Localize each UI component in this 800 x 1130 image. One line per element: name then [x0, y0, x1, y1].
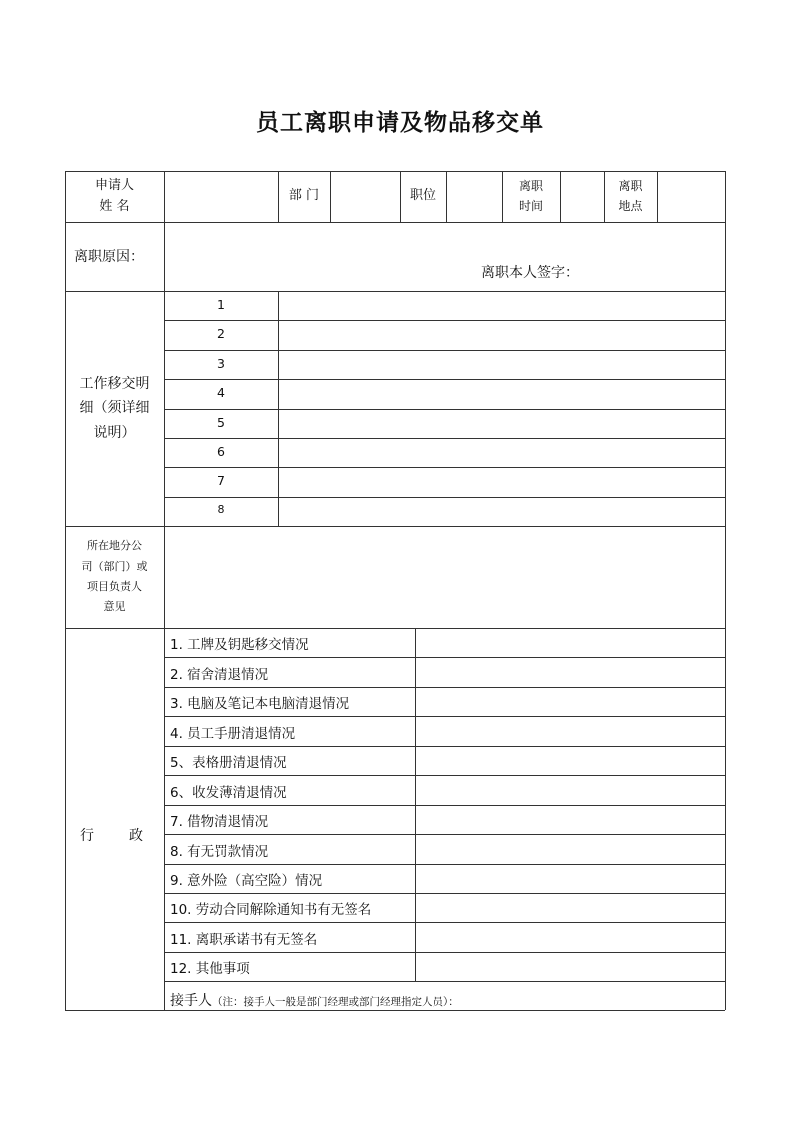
handover-row-number: 6 — [217, 444, 225, 459]
reason-field[interactable] — [164, 222, 725, 291]
position-field[interactable] — [446, 171, 502, 222]
receiver-label: 接手人 — [170, 993, 212, 1009]
leave-place-line1: 离职 — [618, 179, 643, 194]
handover-row-line — [164, 320, 725, 321]
applicant-label-line1: 申请人 — [94, 177, 134, 193]
admin-row-line — [164, 981, 725, 982]
handover-row-number: 1 — [217, 297, 225, 312]
handover-row-line — [164, 409, 725, 410]
admin-row-line — [164, 922, 725, 923]
admin-row-line — [164, 864, 725, 865]
reason-label: 离职原因： — [74, 249, 144, 265]
admin-item: 1. 工牌及钥匙移交情况 — [170, 637, 309, 653]
admin-item: 10. 劳动合同解除通知书有无签名 — [170, 902, 372, 918]
opinion-label — [65, 526, 164, 628]
handover-row-line — [164, 379, 725, 380]
admin-item: 6、收发薄清退情况 — [170, 785, 287, 801]
handover-row-number: 8 — [217, 503, 225, 516]
department-label: 部 门 — [288, 188, 320, 204]
handover-row-line — [164, 350, 725, 351]
admin-row-line — [164, 805, 725, 806]
leave-time-line1: 离职 — [518, 179, 543, 194]
handover-row-line — [164, 467, 725, 468]
opinion-field[interactable] — [164, 526, 725, 628]
admin-item: 2. 宿舍清退情况 — [170, 667, 269, 683]
applicant-name-field[interactable] — [164, 171, 278, 222]
handover-row-line — [164, 497, 725, 498]
leave-place-line2: 地点 — [618, 198, 643, 213]
handover-row-number: 7 — [217, 473, 225, 488]
admin-row-line — [164, 716, 725, 717]
handover-row-number: 3 — [217, 356, 225, 371]
admin-item: 11. 离职承诺书有无签名 — [170, 932, 318, 948]
admin-item: 8. 有无罚款情况 — [170, 844, 269, 860]
handover-label-line3: 说明） — [93, 424, 136, 441]
admin-item: 9. 意外险（高空险）情况 — [170, 873, 323, 889]
applicant-label-line2: 姓 名 — [99, 198, 130, 214]
admin-row-line — [164, 952, 725, 953]
handover-row-line — [164, 438, 725, 439]
table-border-bottom — [65, 1010, 725, 1011]
receiver-note: （注：接手人一般是部门经理或部门经理指定人员）： — [212, 996, 459, 1008]
handover-row-number: 5 — [217, 415, 225, 430]
admin-item: 7. 借物清退情况 — [170, 814, 269, 830]
signature-label: 离职本人签字： — [481, 265, 579, 281]
admin-item: 5、表格册清退情况 — [170, 755, 287, 771]
opinion-label-line3: 项目负责人 — [87, 580, 142, 593]
section-separator — [65, 628, 725, 629]
admin-row-line — [164, 657, 725, 658]
admin-label-a: 行 — [80, 828, 94, 844]
admin-item: 12. 其他事项 — [170, 961, 250, 977]
opinion-label-line4: 意见 — [103, 600, 126, 614]
admin-label-b: 政 — [129, 828, 143, 844]
leave-time-field[interactable] — [560, 171, 604, 222]
section-separator — [65, 291, 725, 292]
handover-row-number: 2 — [217, 326, 225, 341]
opinion-label-line1: 所在地分公 — [87, 539, 142, 553]
opinion-label-line2: 司（部门）或 — [81, 559, 148, 573]
applicant-name-label — [65, 171, 164, 222]
handover-label — [65, 291, 164, 526]
handover-label-line1: 工作移交明 — [79, 375, 150, 392]
table-border-right — [725, 171, 726, 1010]
leave-time-line2: 时间 — [518, 198, 543, 213]
leave-time-label — [502, 171, 560, 222]
department-field[interactable] — [330, 171, 400, 222]
receiver-line — [170, 990, 459, 1010]
leave-place-label — [604, 171, 657, 222]
admin-row-line — [164, 775, 725, 776]
admin-row-line — [164, 834, 725, 835]
position-label: 职位 — [409, 188, 436, 204]
handover-label-line2: 细（须详细 — [79, 400, 150, 417]
admin-row-line — [164, 687, 725, 688]
admin-row-line — [164, 893, 725, 894]
leave-place-field[interactable] — [657, 171, 725, 222]
admin-row-line — [164, 746, 725, 747]
admin-item: 3. 电脑及笔记本电脑清退情况 — [170, 696, 350, 712]
form-title: 员工离职申请及物品移交单 — [256, 110, 544, 136]
admin-item: 4. 员工手册清退情况 — [170, 726, 296, 742]
handover-row-number: 4 — [217, 385, 225, 400]
